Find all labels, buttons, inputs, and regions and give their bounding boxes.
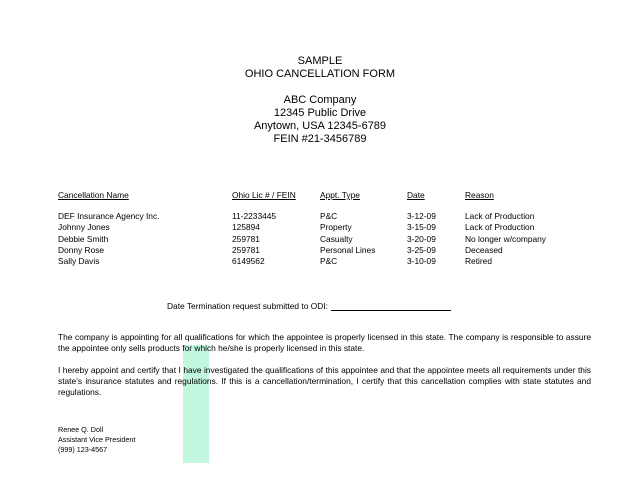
table-row	[58, 222, 585, 233]
appointment-paragraph: The company is appointing for all qualifications for which the appointee is properly licensed in this state. The company is responsible to assure the appointee only sells products for which he/she is properly licensed in this state.	[58, 332, 591, 354]
cell-date: 3-25-09	[407, 244, 436, 255]
termination-line	[167, 301, 451, 311]
title-line-form: OHIO CANCELLATION FORM	[244, 68, 396, 80]
cell-reason: No longer w/company	[465, 233, 546, 244]
cell-name: Debbie Smith	[58, 233, 109, 244]
certification-paragraph: I hereby appoint and certify that I have investigated the qualifications of this appointee and that the appointee meets all requirements under this state’s insurance statutes and regulations. If this is a cancellation/termination, I certify that this cancellation complies with state statutes and regulations.	[58, 365, 591, 398]
column-header-date: Date	[407, 190, 425, 200]
signer-phone: (999) 123-4567	[58, 445, 108, 454]
cell-name: DEF Insurance Agency Inc.	[58, 211, 160, 221]
cancellation-table	[58, 190, 585, 267]
cell-name: Donny Rose	[58, 244, 105, 255]
table-row	[58, 245, 585, 256]
column-header-name: Cancellation Name	[58, 190, 129, 200]
company-address-city: Anytown, USA 12345-6789	[253, 120, 387, 132]
table-row	[58, 234, 585, 245]
cell-license: 259781	[232, 244, 260, 255]
cell-date: 3-15-09	[407, 222, 436, 233]
table-header-row	[58, 190, 585, 202]
cell-reason: Retired	[465, 256, 492, 267]
cell-reason: Lack of Production	[465, 211, 535, 221]
cell-license: 11-2233445	[232, 211, 277, 221]
company-fein: FEIN #21-3456789	[273, 133, 367, 145]
cell-appt-type: Property	[320, 222, 352, 233]
termination-date-blank[interactable]	[331, 301, 451, 311]
cell-appt-type: Casualty	[320, 233, 353, 244]
column-header-license: Ohio Lic # / FEIN	[232, 190, 296, 200]
table-row	[58, 256, 585, 267]
termination-label: Date Termination request submitted to ODI:	[167, 301, 328, 311]
text-highlight	[183, 345, 209, 463]
column-header-reason: Reason	[465, 190, 494, 200]
cell-appt-type: P&C	[320, 256, 338, 267]
cell-name: Sally Davis	[58, 256, 100, 267]
cell-date: 3-20-09	[407, 233, 436, 244]
company-block	[0, 94, 640, 146]
cell-license: 259781	[232, 233, 260, 244]
cell-license: 6149562	[232, 256, 265, 267]
cell-license: 125894	[232, 222, 260, 233]
cell-appt-type: P&C	[320, 211, 338, 221]
table-row	[58, 211, 585, 222]
form-title	[0, 55, 640, 81]
cell-appt-type: Personal Lines	[320, 244, 376, 255]
cell-reason: Deceased	[465, 244, 503, 255]
cell-reason: Lack of Production	[465, 222, 535, 233]
cell-name: Johnny Jones	[58, 222, 110, 233]
signer-title: Assistant Vice President	[58, 435, 136, 444]
cell-date: 3-12-09	[407, 211, 436, 221]
signature-block	[58, 425, 135, 455]
company-name: ABC Company	[283, 94, 357, 106]
signer-name: Renee Q. Doll	[58, 425, 104, 434]
company-address-street: 12345 Public Drive	[273, 107, 367, 119]
title-line-sample: SAMPLE	[297, 55, 343, 67]
column-header-appt-type: Appt. Type	[320, 190, 360, 200]
cell-date: 3-10-09	[407, 256, 436, 267]
